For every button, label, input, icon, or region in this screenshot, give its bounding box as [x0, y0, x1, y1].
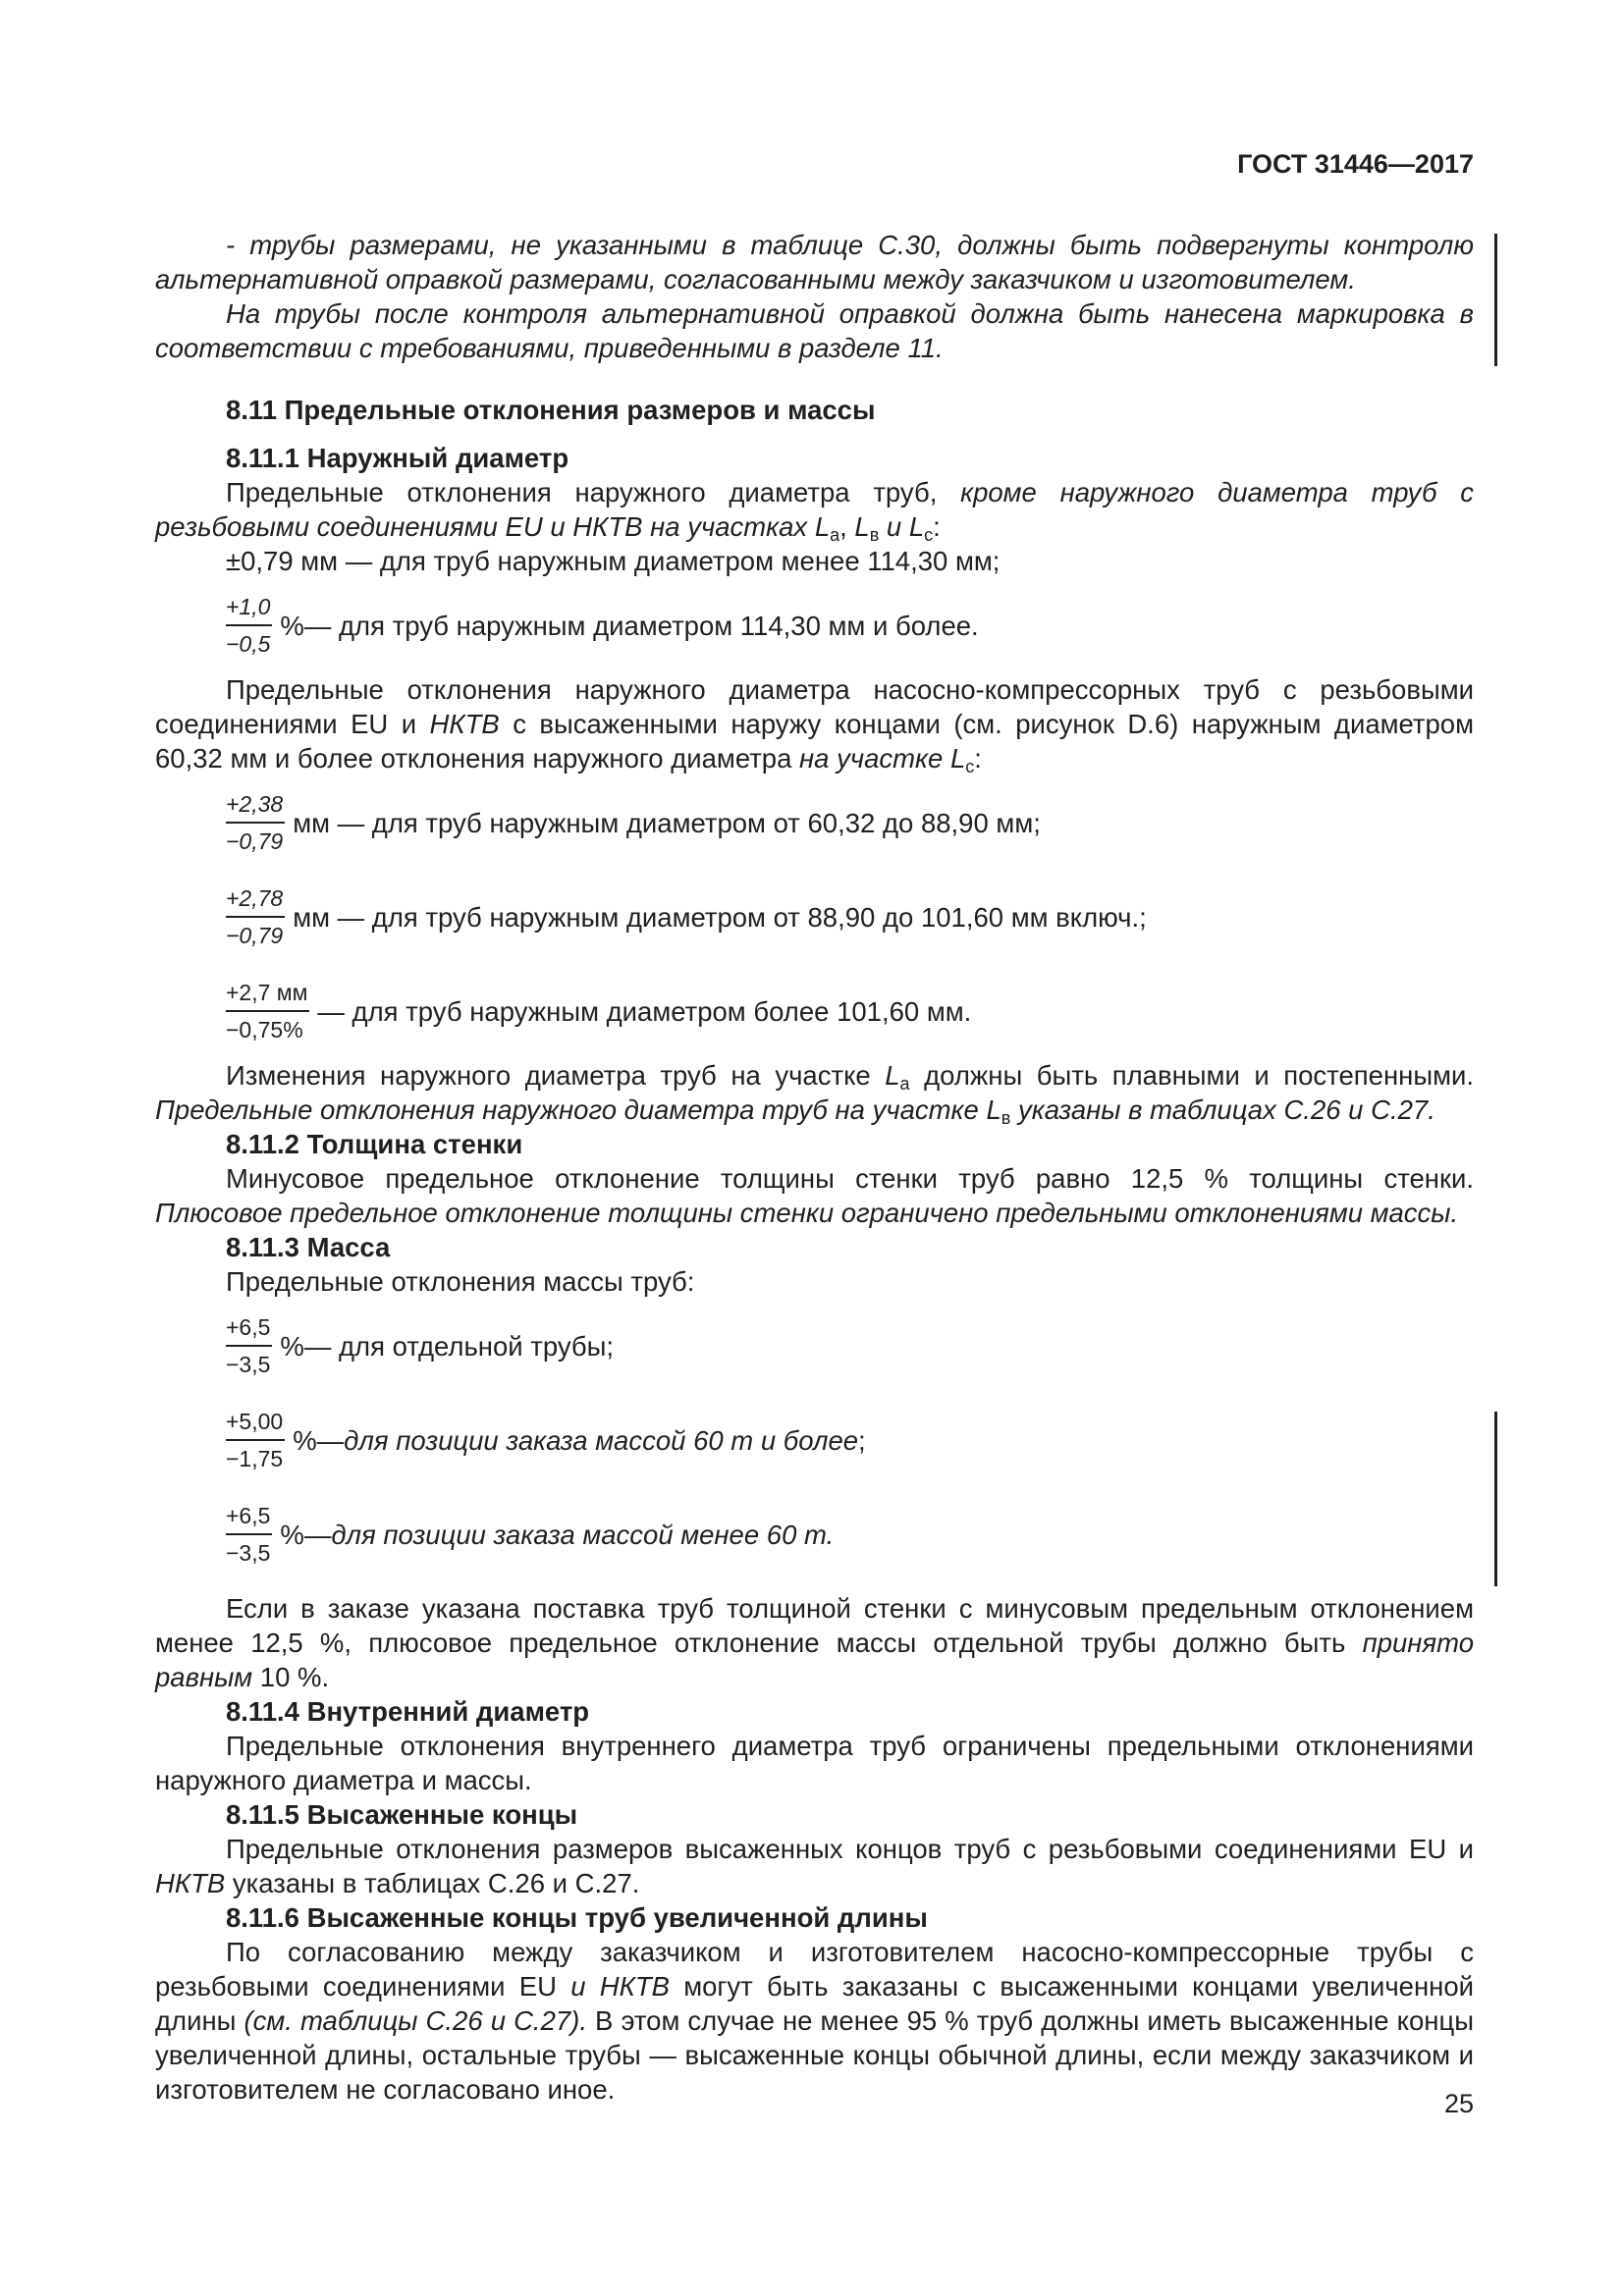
tolerance-formula: $\frac{+6,5}{-3,5}$ % — для отдельной трубы; — [226, 1299, 1474, 1393]
paragraph: По согласованию между заказчиком и изготовителем насосно-компрессорные трубы с резьбовыми соединениями EU и НКТВ могут быть заказаны с высаженными концами увеличенной длины (см. таблицы С.26 и С.27). В этом случае не менее 95 % труб должны иметь высаженные концы увеличенной длины, остальные трубы — высаженные концы обычной длины, если между заказчиком и изготовителем не согласовано иное. — [155, 1937, 1475, 2105]
tolerance-formula: $\frac{+2,78}{-0,79}$ мм — для труб наружным диаметром от 88,90 до 101,60 мм включ.; — [226, 870, 1474, 964]
paragraph: Минусовое предельное отклонение толщины стенки труб равно 12,5 % толщины стенки. Плюсовое предельное отклонение толщины стенки ограничено предельными отклонениями массы. — [155, 1163, 1474, 1228]
subsection-heading: 8.11.2 Толщина стенки — [226, 1129, 523, 1159]
tolerance-formula: $\frac{+1,0}{-0,5}$ % — для труб наружным диаметром 114,30 мм и более. — [226, 578, 1474, 672]
section-heading: 8.11 Предельные отклонения размеров и массы — [226, 395, 876, 425]
page-number: 25 — [1443, 2089, 1474, 2118]
subsection-heading: 8.11.5 Высаженные концы — [226, 1799, 578, 1830]
subsection-heading: 8.11.3 Масса — [226, 1232, 391, 1262]
paragraph: Предельные отклонения размеров высаженных концов труб с резьбовыми соединениями EU и НКТВ указаны в таблицах С.26 и С.27. — [155, 1834, 1474, 1898]
tolerance-formula: $\frac{+6,5}{-3,5}$ % — для позиции заказа массой менее 60 т. — [226, 1487, 1474, 1581]
change-bar — [1494, 234, 1497, 366]
paragraph: Если в заказе указана поставка труб толщиной стенки с минусовым предельным отклонением менее 12,5 %, плюсовое предельное отклонение массы отдельной трубы должно быть принято равным 10 %. — [155, 1593, 1474, 1692]
paragraph: ±0,79 мм — для труб наружным диаметром менее 114,30 мм; — [226, 546, 1001, 576]
subsection-heading: 8.11.4 Внутренний диаметр — [226, 1696, 590, 1727]
subsection-heading: 8.11.6 Высаженные концы труб увеличенной длины — [226, 1902, 928, 1933]
paragraph: На трубы после контроля альтернативной оправкой должна быть нанесена маркировка в соответствии с требованиями, приведенными в разделе 11. — [155, 298, 1474, 363]
paragraph: Предельные отклонения массы труб: — [226, 1266, 695, 1297]
document-number: ГОСТ 31446—2017 — [1237, 149, 1474, 179]
paragraph: Предельные отклонения внутреннего диаметра труб ограничены предельными отклонениями наружного диаметра и массы. — [155, 1731, 1474, 1795]
paragraph: - трубы размерами, не указанными в таблице С.30, должны быть подвергнуты контролю альтернативной оправкой размерами, согласованными между заказчиком и изготовителем. — [155, 230, 1474, 294]
paragraph: Изменения наружного диаметра труб на участке $L_а$ должны быть плавными и постепенными. Предельные отклонения наружного диаметра труб на участке $L_в$ указаны в таблицах С.26 и С.27. — [155, 1060, 1474, 1128]
paragraph: Предельные отклонения наружного диаметра насосно-компрессорных труб с резьбовыми соединениями EU и НКТВ с высаженными наружу концами (см. рисунок D.6) наружным диаметром 60,32 мм и более отклонения наружного диаметра на участке $L_c$: — [155, 674, 1475, 776]
tolerance-formula: $\frac{+2,38}{-0,79}$ мм — для труб наружным диаметром от 60,32 до 88,90 мм; — [226, 775, 1474, 870]
change-bar — [1494, 1412, 1497, 1586]
tolerance-formula: $\frac{+5,00}{-1,75}$ % — для позиции заказа массой 60 т и более ; — [226, 1393, 1474, 1487]
paragraph: Предельные отклонения наружного диаметра труб, кроме наружного диаметра труб с резьбовыми соединениями EU и НКТВ на участках $L_а$, $L_в$ и $L_c$: — [155, 477, 1474, 545]
page-body — [155, 228, 1474, 2107]
tolerance-formula: $\frac{+2,7 мм}{-0,75\%}$ — для труб наружным диаметром более 101,60 мм. — [226, 964, 1474, 1058]
subsection-heading: 8.11.1 Наружный диаметр — [226, 443, 569, 473]
